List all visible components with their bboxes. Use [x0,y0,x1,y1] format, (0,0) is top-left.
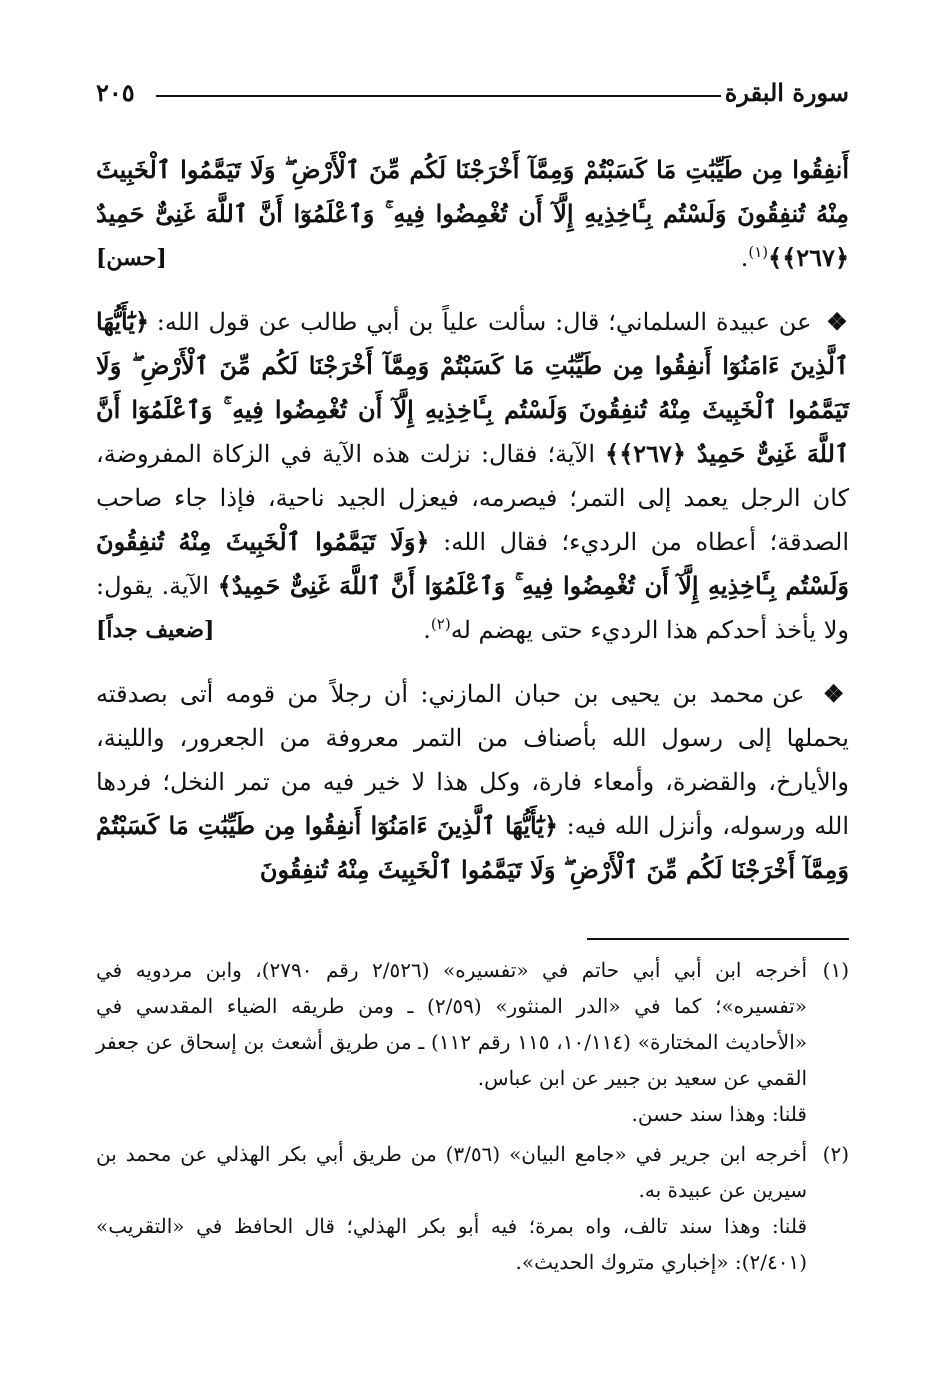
footnote-ref-2[interactable]: (٢) [430,615,451,633]
surah-title: سورة البقرة [724,78,849,107]
hadith-text: الآية. يقول: ولا يأخذ أحدكم هذا الرديء حتى يهضم له [96,572,849,644]
hadith-tail: . [423,616,431,644]
footnote-divider [587,938,849,940]
quran-verse: ﴿يَٰٓأَيُّهَا ٱلَّذِينَ ءَامَنُوٓا أَنفِقُوا مِن طَيِّبَٰتِ مَا كَسَبْتُمْ وَمِمَّآ أَخْرَجْنَا لَكُم مِّنَ ٱلْأَرْضِ ۖ وَلَا تَيَمَّمُوا ٱلْخَبِيثَ مِنْهُ تُنفِقُونَ وَلَسْتُم بِـَٔاخِذِيهِ إِلَّآ أَن تُغْمِضُوا فِيهِ ۚ وَٱعْلَمُوٓا أَنَّ ٱللَّهَ غَنِىٌّ حَمِيدٌ ﴿٢٦٧﴾﴾ [96,307,850,468]
footnote-number: (١) [822,958,849,982]
footnote-line: أخرجه ابن جرير في «جامع البيان» (٣/٥٦) من طريق أبي بكر الهذلي عن محمد بن سيرين عن عبيدة به. [96,1142,807,1202]
diamond-bullet-icon: ❖ [822,679,849,708]
verse-close: ﴾ [768,243,783,272]
grade-badge: [حسن] [96,245,167,271]
footnote-line: أخرجه ابن أبي أبي حاتم في «تفسيره» (٢/٥٢٦ رقم ٢٧٩٠)، وابن مردويه في «تفسيره»؛ كما في «الدر المنثور» (٢/٥٩) ـ ومن طريقه الضياء المقدسي في «الأحاديث المختارة» (١٠/١١٤، ١١٥ رقم ١١٢) ـ من طريق أشعث بن إسحاق عن جعفر القمي عن سعيد بن جبير عن ابن عباس. [96,958,807,1090]
footnote [96,1136,849,1280]
footnote-line: قلنا: وهذا سند تالف، واه بمرة؛ فيه أبو بكر الهذلي؛ قال الحافظ في «التقريب» (٢/٤٠١): «إخباري متروك الحديث». [96,1214,808,1274]
hadith-text: عن محمد بن يحيى بن حبان المازني: أن رجلاً من قومه أتى بصدقته يحملها إلى رسول الله بأصناف من التمر معروفة من الجعرور، واللينة، والأيارخ، والقضرة، وأمعاء فارة، وكل هذا لا خير فيه من تمر النخل؛ فردها الله ورسوله، وأنزل الله فيه: [96,680,850,840]
diamond-bullet-icon: ❖ [826,307,849,336]
page-number: ٢٠٥ [96,78,135,107]
verse-continuation [96,148,849,280]
hadith-paragraph [96,300,849,652]
hadith-paragraph [96,672,849,892]
footnote-ref-1[interactable]: (١) [748,243,769,261]
hadith-text: الآية؛ فقال: نزلت هذه الآية في الزكاة المفروضة، كان الرجل يعمد إلى التمر؛ فيصرمه، فيعزل الجيد ناحية، فإذا جاء صاحب الصدقة؛ أعطاه من الرديء؛ فقال الله: [96,440,850,556]
grade-badge: [ضعيف جداً] [96,617,215,643]
quran-verse: ﴿وَلَا تَيَمَّمُوا ٱلْخَبِيثَ مِنْهُ تُنفِقُونَ وَلَسْتُم بِـَٔاخِذِيهِ إِلَّآ أَن تُغْمِضُوا فِيهِ ۚ وَٱعْلَمُوٓا أَنَّ ٱللَّهَ غَنِىٌّ حَمِيدٌ﴾ [96,527,850,600]
quran-verse: أَنفِقُوا مِن طَيِّبَٰتِ مَا كَسَبْتُمْ وَمِمَّآ أَخْرَجْنَا لَكُم مِّنَ ٱلْأَرْضِ ۖ وَلَا تَيَمَّمُوا ٱلْخَبِيثَ مِنْهُ تُنفِقُونَ وَلَسْتُم بِـَٔاخِذِيهِ إِلَّآ أَن تُغْمِضُوا فِيهِ ۚ وَٱعْلَمُوٓا أَنَّ ٱللَّهَ غَنِىٌّ حَمِيدٌ ﴿٢٦٧﴾ [96,155,849,272]
footnote-number: (٢) [822,1142,849,1166]
quran-verse: ﴿يَٰٓأَيُّهَا ٱلَّذِينَ ءَامَنُوٓا أَنفِقُوا مِن طَيِّبَٰتِ مَا كَسَبْتُمْ وَمِمَّآ أَخْرَجْنَا لَكُم مِّنَ ٱلْأَرْضِ ۖ وَلَا تَيَمَّمُوا ٱلْخَبِيثَ مِنْهُ تُنفِقُونَ [96,811,849,884]
footnote-line: قلنا: وهذا سند حسن. [631,1102,807,1126]
main-text [96,148,849,912]
verse-tail: . [740,244,749,272]
footnotes [96,952,849,1284]
header-rule [156,95,721,97]
page-header [96,78,849,118]
footnote [96,952,849,1132]
hadith-intro: عن عبيدة السلماني؛ قال: سألت علياً بن أبي طالب عن قول الله: [156,308,812,336]
